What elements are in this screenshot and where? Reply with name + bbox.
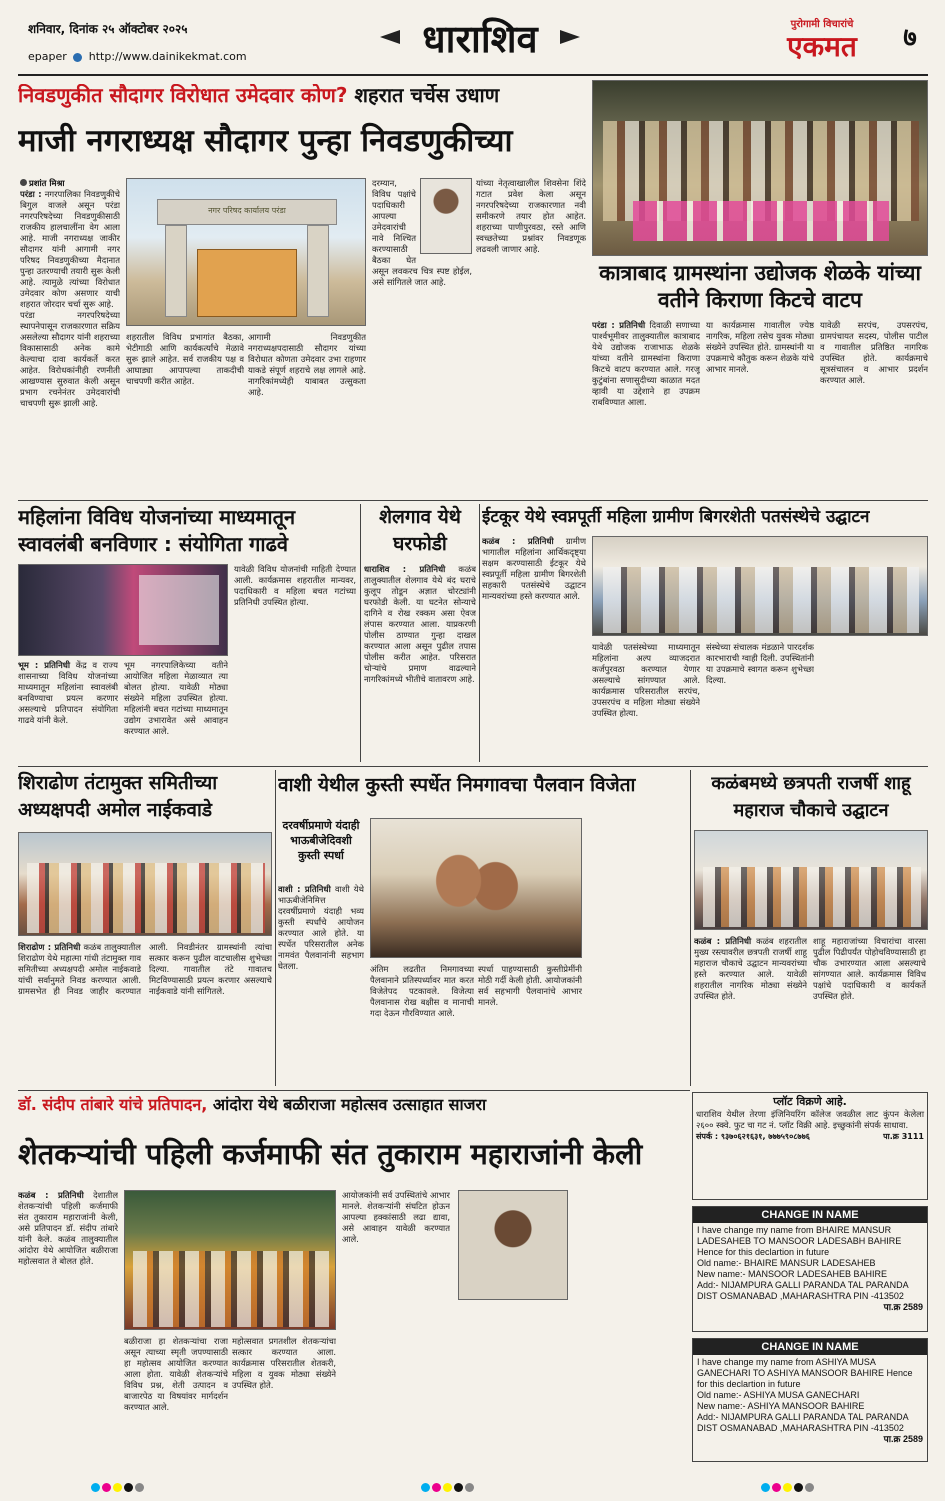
page-number: ७ (903, 23, 917, 53)
farm-headline: शेतकऱ्यांची पहिली कर्जमाफी संत तुकाराम महाराजांनी केली (18, 1137, 643, 1171)
kalamb-body-1: कळंब : प्रतिनिधी कळंब शहरातील मुख्य रस्त्यावरील छत्रपती राजर्षी शाहू महाराज चौकाचे उद्घाटन मान्यवरांच्या हस्ते करण्यात आले. यावेळी शहरातील नागरिक मोठ्या संख्येने उपस्थित होते. (694, 936, 807, 1001)
farm-photo (124, 1190, 336, 1330)
wrestling-story (278, 768, 688, 1088)
kit-body-1: परंडा : प्रतिनिधी दिवाळी सणाच्या पार्श्वभूमीवर तालुक्यातील कात्राबाद येथे उद्योजक राजाभाऊ शेळके यांच्या वतीने ग्रामस्थांना किराणा किटचे वाटप करण्यात आले. गरजू कुटुंबांना सणासुदीच्या काळात मदत व्हावी या उद्देशाने हा उपक्रम राबविण्यात आला. (592, 320, 700, 407)
lead-kicker-black: शहरात चर्चेस उधाण (354, 84, 500, 107)
name-change-ad-1-new: New name:- MANSOOR LADESAHEB BAHIRE (697, 1269, 888, 1279)
rule-v-4 (690, 770, 691, 1086)
plot-ad-contact: संपर्क : ९३७०६२१६३१, ७७७५९०८७७६ पा.क्र 3111 (696, 1131, 924, 1141)
women-headline: महिलांना विविध योजनांच्या माध्यमातून स्वावलंबी बनविणार : संयोगिता गाढवे (18, 505, 296, 556)
women-story (18, 502, 358, 764)
registration-marks (0, 1474, 945, 1492)
itkur-col-2 (592, 642, 700, 762)
plot-ad-text: धाराशिव येथील तेरणा इंजिनियरिंग कॉलेज जवळील लाट कुंपन केलेला २६०० स्क्वे. फुट चा गट नं. प्लॉट विक्री आहे. इच्छुकांनी संपर्क साधावा. (696, 1108, 924, 1130)
lead-story (18, 80, 588, 498)
site-url: http://www.dainikekmat.com (88, 50, 247, 63)
name-change-ad-2-address: Add:- NIJAMPURA GALLI PARANDA TAL PARANDA DIST OSMANABAD ,MAHARASHTRA PIN -413502 (697, 1412, 909, 1433)
itkur-col-3 (706, 642, 814, 762)
building-bg (197, 249, 297, 317)
lead-photo (126, 178, 366, 326)
reg-dots-right (760, 1477, 815, 1492)
shiradhon-photo (18, 832, 272, 936)
wrestling-body-2: अंतिम लढतीत निमगावच्या पैलवानाने प्रतिस्पर्ध्यावर मात करत विजेतेपद पटकावले. विजेत्या पैलवानास रोख बक्षीस व मानाची गदा देऊन गौरविण्यात आले. (370, 964, 474, 1018)
arch-gate (157, 199, 337, 317)
name-change-ad-2-code: पा.क्र 2589 (883, 1434, 923, 1444)
name-change-ad-1-title: CHANGE IN NAME (693, 1207, 927, 1223)
name-change-ad-2-new: New name:- ASHIYA MANSOOR BAHIRE (697, 1401, 865, 1411)
name-change-ad-2-text: I have change my name from ASHIYA MUSA GANECHARI TO ASHIYA MANSOOR BAHIRE Hence for this declartion in future (697, 1357, 913, 1389)
women-stage (139, 575, 219, 645)
reg-dots-left (90, 1477, 145, 1492)
name-change-ad-2-old: Old name:- ASHIYA MUSA GANECHARI (697, 1390, 860, 1400)
section-title: धाराशिव (400, 10, 560, 70)
lead-col-5 (476, 178, 586, 494)
name-change-ad-1-text: I have change my name from BHAIRE MANSUR LADESAHEB TO MANSOOR LADESABH BAHIRE Hence for this declartion in future (697, 1225, 902, 1257)
masthead-rule (18, 74, 928, 76)
women-col-3 (234, 564, 356, 764)
lead-col-1 (20, 178, 120, 494)
farm-col-3 (232, 1336, 336, 1460)
farm-audience (133, 1251, 329, 1327)
women-body-1: भूम : प्रतिनिधी केंद्र व राज्य शासनाच्या विविध योजनांच्या माध्यमातून महिलांना स्वावलंबी बनविण्याचा प्रयत्न करणार असल्याचे प्रतिपादन संयोगिता गाढवे यांनी केले. (18, 660, 118, 725)
itkur-story (482, 502, 928, 764)
reg-dots-mid (420, 1477, 475, 1492)
itkur-headline: ईटकूर येथे स्वप्नपूर्ती महिला ग्रामीण बिगरशेती पतसंस्थेचे उद्घाटन (482, 507, 870, 527)
kit-body-3: यावेळी सरपंच, उपसरपंच, ग्रामपंचायत सदस्य, पोलीस पाटील व गावातील प्रतिष्ठित नागरिक उपस्थित होते. कार्यक्रमाचे सूत्रसंचालन व आभार प्रदर्शन करण्यात आले. (820, 320, 928, 385)
kit-bags (633, 201, 889, 241)
lead-col-3 (248, 332, 366, 494)
lead-body-4: आगामी निवडणुकीत नगराध्यक्षपदासाठी सौदागर यांच्या विरोधात कोणता उमेदवार उभा राहणार याकडे संपूर्ण शहराचे लक्ष लागले आहे. नागरिकांमध्येही याबाबत उत्सुकता आहे. (248, 332, 366, 397)
epaper-label: epaper (28, 50, 67, 63)
epaper-url[interactable] (28, 50, 288, 66)
masthead (0, 0, 945, 78)
rule-1 (18, 500, 928, 501)
itkur-body-3: संस्थेच्या संचालक मंडळाने पारदर्शक कारभाराची ग्वाही दिली. उपस्थितांनी या उपक्रमाचे स्वागत करून शुभेच्छा दिल्या. (706, 642, 814, 685)
arch-pillar-right (307, 225, 329, 317)
itkur-photo (592, 536, 928, 636)
lead-kicker-red: निवडणुकीत सौदागर विरोधात उमेदवार कोण? (18, 84, 348, 107)
kalamb-headline: कळंबमध्ये छत्रपती राजर्षी शाहू महाराज चौकाचे उद्घाटन (711, 773, 911, 821)
brand-name: एकमत (787, 30, 857, 63)
wrestling-body-3: स्पर्धा पाहण्यासाठी कुस्तीप्रेमींनी मोठी गर्दी केली होती. आयोजकांनी सर्व सहभागी पैलवानांचे आभार मानले. (478, 964, 582, 1007)
brand-logo (752, 12, 892, 68)
itkur-people (603, 567, 919, 633)
lead-col-4 (372, 178, 472, 494)
wrestling-headline: वाशी येथील कुस्ती स्पर्धेत निमगावचा पैलवान विजेता (278, 774, 636, 796)
women-body-2: भूम नगरपालिकेच्या वतीने आयोजित महिला मेळाव्यात त्या बोलत होत्या. यावेळी मोठ्या संख्येने महिला उपस्थित होत्या. महिलांनी बचत गटांच्या माध्यमातून उद्योग उभारावेत असे आवाहन करण्यात आले. (124, 660, 228, 736)
plot-ad-title: प्लॉट विक्रणे आहे. (773, 1095, 847, 1108)
women-col-2 (124, 660, 228, 764)
farm-body-2: बळीराजा हा शेतकऱ्यांचा राजा असून त्याच्या स्मृती जपण्यासाठी हा महोत्सव आयोजित करण्यात आला होता. यावेळी शेतकऱ्यांचे विविध प्रश्न, शेती उत्पादन व बाजारपेठ या विषयांवर मार्गदर्शन करण्यात आले. (124, 1336, 228, 1412)
shelgaon-story (364, 502, 476, 764)
lead-body-5: दरम्यान, विविध पक्षांचे पदाधिकारी आपल्या उमेदवारांची नावे निश्चित करण्यासाठी बैठका घेत असून लवकरच चित्र स्पष्ट होईल, असे सांगितले जात आहे. (372, 178, 472, 287)
kalamb-body-2: शाहू महाराजांच्या विचारांचा वारसा पुढील पिढीपर्यंत पोहोचविण्यासाठी हा चौक उभारण्यात आला असल्याचे सांगण्यात आले. कार्यक्रमास विविध पक्षांचे पदाधिकारी व कार्यकर्ते उपस्थित होते. (813, 936, 926, 1001)
farm-body-1: कळंब : प्रतिनिधी देशातील शेतकऱ्यांची पहिली कर्जमाफी संत तुकाराम महाराजांनी केली, असे प्रतिपादन डॉ. संदीप तांबारे यांनी केले. कळंब तालुक्यातील आंदोरा येथे आयोजित बळीराजा महोत्सवात ते बोलत होते. (18, 1190, 118, 1266)
kit-body-2: या कार्यक्रमास गावातील ज्येष्ठ नागरिक, महिला तसेच युवक मोठ्या संख्येने उपस्थित होते. ग्रामस्थांनी या उपक्रमाचे कौतुक करून शेळके यांचे आभार मानले. (706, 320, 814, 374)
shiradhon-col (18, 942, 272, 1086)
classifieds (692, 1092, 928, 1464)
rule-v-1 (360, 504, 361, 762)
farm-col-4 (342, 1190, 450, 1460)
arch-pillar-left (165, 225, 187, 317)
lead-kicker (18, 84, 588, 112)
kalamb-col-1 (694, 936, 807, 1086)
wrestling-col-3 (478, 964, 582, 1086)
lead-byline: प्रशांत मिश्रा (20, 178, 120, 189)
kit-col-2 (706, 320, 814, 496)
lead-body-1: परंडा : नगरपालिका निवडणुकीचे बिगुल वाजले असून परंडा नगरपरिषदेच्या निवडणुकीसाठी राजकीय हालचालींना वेग आला आहे. माजी नगराध्यक्ष जाकीर सौदागर यांनी आगामी नगर परिषद निवडणुकीच्या मैदानात पुन्हा उतरण्याची तयारी सुरू केली आहे. त्यामुळे त्यांच्या विरोधात उमेदवार कोण असणार याची शहरात जोरदार चर्चा सुरू आहे. (20, 189, 120, 309)
globe-icon (73, 53, 82, 62)
farm-col-2 (124, 1336, 228, 1460)
wrestlers (431, 849, 523, 955)
farm-kicker-red: डॉ. संदीप तांबारे यांचे प्रतिपादन, (18, 1096, 208, 1114)
farm-kicker-black: आंदोरा येथे बळीराजा महोत्सव उत्साहात साजरा (212, 1096, 487, 1114)
lead-body-6: यांच्या नेतृत्वाखालील शिवसेना शिंदे गटात प्रवेश केला असून नगरपरिषदेच्या राजकारणात नवी समीकरणे तयार होत आहेत. शहराच्या पाणीपुरवठा, रस्ते आणि स्वच्छतेच्या प्रश्नांवर निवडणूक लढवली जाणार आहे. (476, 178, 586, 254)
date-line: शनिवार, दिनांक २५ ऑक्टोबर २०२५ (28, 22, 188, 36)
kalamb-col-2 (813, 936, 926, 1086)
rule-v-2 (479, 504, 480, 762)
name-change-ad-1 (692, 1206, 928, 1332)
farm-portrait (458, 1190, 568, 1300)
rule-v-3 (275, 770, 276, 1086)
name-change-ad-1-address: Add:- NIJAMPURA GALLI PARANDA TAL PARANDA DIST OSMANABAD ,MAHARASHTRA PIN -413502 (697, 1280, 909, 1301)
kalamb-story (694, 768, 928, 1088)
rule-3 (18, 1090, 690, 1091)
lead-col-2 (126, 332, 244, 494)
lead-body-2: परंडा नगरपरिषदेच्या स्थापनेपासून राजकारणात सक्रिय असलेल्या सौदागर यांनी शहराच्या विकासासाठी अनेक कामे केल्याचा दावा कार्यकर्ते करत आहेत. विरोधकांनीही रणनीती आखण्यास सुरुवात केली असून प्रभाग रचनेनंतर उमेदवारांची चाचपणी सुरू झाली आहे. (20, 310, 120, 408)
farm-story (18, 1092, 688, 1462)
women-photo (18, 564, 228, 656)
women-body-3: यावेळी विविध योजनांची माहिती देण्यात आली. कार्यक्रमास शहरातील मान्यवर, पदाधिकारी व महिला बचत गटांच्या प्रतिनिधी उपस्थित होत्या. (234, 564, 356, 607)
name-change-ad-1-old: Old name:- BHAIRE MANSUR LADESAHEB (697, 1258, 876, 1268)
wrestling-col-2 (370, 964, 474, 1086)
farm-col-1 (18, 1190, 118, 1460)
kalamb-crowd (703, 867, 921, 927)
brand-tagline: पुरोगामी विचारांचे (790, 19, 854, 30)
itkur-col-1 (482, 536, 586, 762)
arch-sign: नगर परिषद कार्यालय परंडा (208, 206, 286, 215)
kalamb-photo (694, 830, 928, 930)
farm-kicker (18, 1096, 688, 1120)
section-banner (380, 8, 580, 72)
shelgaon-body: धाराशिव : प्रतिनिधी कळंब तालुक्यातील शेलगाव येथे बंद घराचे कुलूप तोडून अज्ञात चोरट्यांनी घरफोडी केली. या घटनेत सोन्याचे दागिने व रोख रक्कम असा ऐवज लंपास करण्यात आला. याप्रकरणी पोलीस ठाण्यात गुन्हा दाखल करण्यात आला असून पुढील तपास पोलीस करीत आहेत. परिसरात चोऱ्यांचे प्रमाण वाढल्याने नागरिकांमध्ये भीतीचे वातावरण आहे. (364, 564, 476, 684)
name-change-ad-2 (692, 1338, 928, 1462)
user-icon (20, 179, 27, 186)
farm-body-4: आयोजकांनी सर्व उपस्थितांचे आभार मानले. शेतकऱ्यांनी संघटित होऊन आपल्या हक्कांसाठी लढा द्यावा, असे आवाहन यावेळी करण्यात आले. (342, 1190, 450, 1244)
name-change-ad-2-title: CHANGE IN NAME (693, 1339, 927, 1355)
wrestling-body-1: वाशी : प्रतिनिधी वाशी येथे भाऊबीजेनिमित्त दरवर्षीप्रमाणे यंदाही भव्य कुस्ती स्पर्धांचे आयोजन करण्यात आले होते. या स्पर्धेत परिसरातील अनेक नामवंत पैलवानांनी सहभाग घेतला. (278, 884, 364, 971)
shelgaon-headline: शेलगाव येथे घरफोडी (379, 506, 461, 555)
name-change-ad-1-code: पा.क्र 2589 (883, 1302, 923, 1312)
kit-headline-visible: कात्राबाद ग्रामस्थांना उद्योजक शेळके यांच्या वतीने किराणा किटचे वाटप (592, 260, 928, 316)
wrestling-subhead: दरवर्षीप्रमाणे यंदाही भाऊबीजेदिवशी कुस्ती स्पर्धा (282, 819, 360, 862)
farm-body-3: महोत्सवात प्रगतशील शेतकऱ्यांचा सत्कार करण्यात आला. कार्यक्रमास परिसरातील शेतकरी, महिला व युवक मोठ्या संख्येने उपस्थित होते. (232, 1336, 336, 1390)
kit-col-3 (820, 320, 928, 496)
kit-photo (592, 80, 928, 256)
wrestling-photo (370, 818, 582, 958)
shiradhon-group (27, 863, 265, 933)
shelgaon-col (364, 564, 476, 764)
women-col-1 (18, 660, 118, 764)
shiradhon-body: शिराढोण : प्रतिनिधी कळंब तालुक्यातील शिराढोण येथे महात्मा गांधी तंटामुक्त गाव समितीच्या अध्यक्षपदी अमोल नाईकवाडे यांची सर्वानुमते निवड करण्यात आली. ग्रामसभेत ही निवड जाहीर करण्यात आली. निवडीनंतर ग्रामस्थांनी त्यांचा सत्कार करून पुढील वाटचालीस शुभेच्छा दिल्या. गावातील तंटे गावातच मिटविण्यासाठी प्रयत्न करणार असल्याचे नाईकवाडे यांनी सांगितले. (18, 942, 272, 996)
itkur-body-2: यावेळी पतसंस्थेच्या माध्यमातून महिलांना अल्प व्याजदरात कर्जपुरवठा करण्यात येणार असल्याचे सांगण्यात आले. कार्यक्रमास परिसरातील सरपंच, उपसरपंच व महिला मोठ्या संख्येने उपस्थित होत्या. (592, 642, 700, 718)
shiradhon-story (18, 768, 272, 1088)
shiradhon-headline: शिराढोण तंटामुक्त समितीच्या अध्यक्षपदी अमोल नाईकवाडे (18, 772, 218, 821)
plot-ad (692, 1092, 928, 1200)
wrestling-col-1 (278, 884, 364, 1086)
kit-col-1 (592, 320, 700, 496)
lead-portrait (420, 178, 472, 254)
rule-2 (18, 766, 928, 767)
lead-body-3: शहरातील विविध प्रभागांत बैठका, भेटीगाठी आणि कार्यकर्त्यांचे मेळावे सुरू झाले आहेत. सर्व राजकीय पक्ष व आघाड्या आपापल्या ताकदीची चाचपणी करीत आहेत. (126, 332, 244, 386)
lead-headline: माजी नगराध्यक्ष सौदागर पुन्हा निवडणुकीच्या (18, 123, 513, 159)
itkur-body-1: कळंब : प्रतिनिधी ग्रामीण भागातील महिलांना आर्थिकदृष्ट्या सक्षम करण्यासाठी ईटकूर येथे स्वप्नपूर्ती महिला ग्रामीण बिगरशेती सहकारी पतसंस्थेचे उद्घाटन मान्यवरांच्या हस्ते करण्यात आले. (482, 536, 586, 601)
